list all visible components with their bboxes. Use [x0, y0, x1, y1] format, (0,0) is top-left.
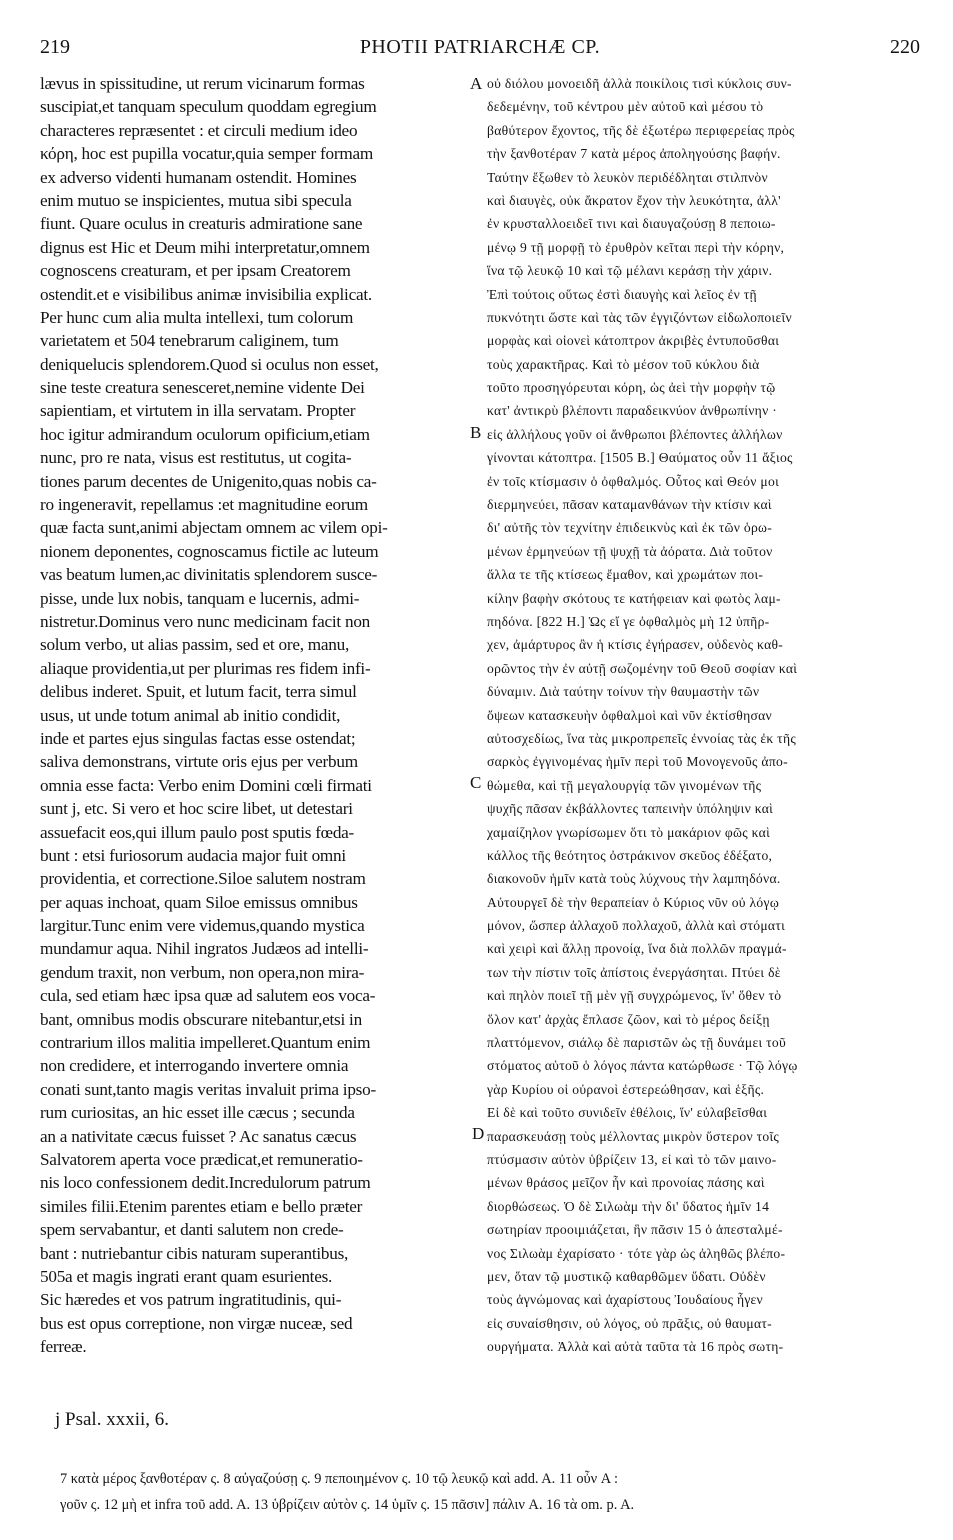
greek-text-line: μεν, ὅταν τῷ μυστικῷ καθαρθῶμεν ὕδατι. Οὐδὲν	[487, 1268, 766, 1284]
latin-text-line: ferreæ.	[40, 1337, 87, 1357]
greek-text-line: αὐτοσχεδίως, ἵνα τὰς μικροπρεπεῖς ἐννοίας τὰς ἐκ τῆς	[487, 730, 797, 746]
greek-text-line: γίνονται κάτοπτρα. [1505 B.] Θαύματος οὖν 11 ἄξιος	[487, 450, 793, 466]
greek-text-line: ορῶντος τὴν ἐν αὐτῇ σωζομένην τοῦ Θεοῦ σοφίαν καὶ	[487, 660, 798, 676]
greek-text-line: διορθώσεως. Ὁ δὲ Σιλωὰμ τὴν δι' ὕδατος ἡμῖν 14	[487, 1198, 770, 1214]
latin-text-line: an a nativitate cæcus fuisset ? Ac sanatus cæcus	[40, 1126, 357, 1146]
latin-text-line: dignus est Hic et Deum mihi interpretatur,omnem	[40, 237, 370, 257]
latin-text-line: cognoscens creaturam, et per ipsam Creatorem	[40, 261, 351, 281]
greek-text-line: μένῳ 9 τῇ μορφῇ τὸ ἐρυθρὸν κεῖται περὶ τὴν κόρην,	[487, 239, 785, 255]
greek-text-line: Ἐπὶ τούτοις οὕτως ἐστὶ διαυγὴς καὶ λεῖος ἐν τῇ	[487, 286, 757, 302]
latin-text-line: non credidere, et interrogando invertere omnia	[40, 1056, 349, 1076]
latin-text-line: ex adverso videnti humanam ostendit. Homines	[40, 167, 357, 187]
greek-text-line: σαρκὸς ἐγγινομένας ἡμῖν περὶ τοῦ Μονογενοῦς ἀπο-	[487, 754, 788, 770]
latin-text-line: varietatem et 504 tenebrarum caliginem, tum	[40, 331, 339, 351]
latin-text-line: largitur.Tunc enim vere videmus,quando mystica	[40, 916, 365, 936]
latin-text-line: suscipiat,et tanquam speculum quoddam egregium	[40, 97, 377, 117]
latin-text-line: bant, omnibus modis obscurare nitebantur,etsi in	[40, 1009, 362, 1029]
footnote-latin: j Psal. xxxii, 6.	[55, 1409, 170, 1430]
latin-text-line: nunc, pro re nata, visus est restitutus, ut cogita-	[40, 448, 352, 468]
greek-text-line: ἄλλα τε τῆς κτίσεως ἔμαθον, καὶ χρωμάτων ποι-	[487, 567, 764, 583]
latin-text-line: per aquas inchoat, quam Siloe emissus omnibus	[40, 892, 358, 912]
greek-text-line: ἐν κρυσταλλοειδεῖ τινι καὶ διαυγαζούσῃ 8 πεποιω-	[487, 216, 776, 232]
latin-text-line: solum verbo, ut alias passim, sed et ore, manu,	[40, 635, 350, 655]
latin-text-line: bus est opus correptione, non virgæ nuceæ, sed	[40, 1313, 353, 1333]
latin-text-line: similes filii.Etenim parentes etiam e bello præter	[40, 1196, 363, 1216]
margin-marker-b: B	[470, 423, 482, 442]
greek-text-line: τοῦτο προσηγόρευται κόρη, ὡς ἀεὶ τὴν μορφὴν τῷ	[487, 380, 776, 396]
apparatus-line: γοῦν ς. 12 μὴ et infra τοῦ add. A. 13 ὑβρίζειν αὐτὸν ς. 14 ὑμῖν ς. 15 πᾶσιν] πάλιν A. 16 τὰ om. p. A.	[60, 1497, 635, 1513]
greek-text-line: εἰς συναίσθησιν, οὐ λόγος, οὐ πρᾶξις, οὐ θαυματ-	[487, 1315, 772, 1331]
latin-text-line: delibus inderet. Spuit, et lutum facit, terra simul	[40, 682, 357, 702]
latin-text-line: bunt : etsi furiosorum audacia major fuit omni	[40, 845, 346, 865]
greek-text-line: διακονοῦν ἡμῖν κατὰ τοὺς λύχνους τὴν λαμπηδόνα.	[487, 871, 781, 887]
greek-text-line: σωτηρίαν προοιμιάζεται, ἣν πᾶσιν 15 ὁ ἀπεσταλμέ-	[487, 1222, 783, 1238]
greek-text-line: εἰς ἀλλήλους γοῦν οἱ ἄνθρωποι βλέποντες ἀλλήλων	[487, 426, 783, 442]
latin-text-line: inde et partes ejus singulas factas esse ostendat;	[40, 728, 356, 748]
greek-text-line: μόνον, ὥσπερ ἀλλαχοῦ πολλαχοῦ, ἀλλὰ καὶ στόματι	[487, 918, 786, 934]
greek-text-line: τοὺς ἀγνώμονας καὶ ἀχαρίστους Ἰουδαίους ἦγεν	[487, 1292, 763, 1308]
latin-text-line: fiunt. Quare oculus in creaturis admiratione sane	[40, 214, 363, 234]
latin-text-line: saliva demonstrans, virtute oris ejus per verbum	[40, 752, 358, 772]
margin-marker-a: A	[470, 74, 483, 93]
latin-text-line: rum curiositas, an hic esset ille cæcus ; secunda	[40, 1103, 355, 1123]
greek-text-line: καὶ διαυγὲς, οὐκ ἄκρατον ἔχον τὴν λευκότητα, ἀλλ'	[487, 192, 781, 208]
greek-text-line: χαμαίζηλον γνωρίσωμεν ὅτι τὸ μακάριον φῶς καὶ	[487, 824, 771, 840]
running-title: PHOTII PATRIARCHÆ CP.	[359, 36, 601, 58]
page-header	[40, 36, 920, 60]
greek-text-line: καὶ χειρὶ καὶ ἄλλῃ προνοίᾳ, ἵνα διὰ πολλῶν πραγμά-	[487, 941, 787, 957]
greek-text-line: κάλλος τῆς θεότητος ὀστράκινον σκεῦος ἐδέξατο,	[487, 847, 773, 863]
latin-text-line: lævus in spissitudine, ut rerum vicinarum formas	[40, 74, 365, 93]
latin-text-line: mundamur aqua. Nihil ingratos Judæos ad intelli-	[40, 939, 369, 959]
latin-text-line: usus, ut unde totum animal ab initio condidit,	[40, 705, 341, 725]
latin-text-line: assuefacit eos,qui illum paulo post sputis fœda-	[40, 822, 355, 842]
greek-text-line: Εἰ δὲ καὶ τοῦτο συνιδεῖν ἐθέλοις, ἵν' εὐλαβεῖσθαι	[487, 1105, 768, 1121]
greek-text-line: Αὐτουργεῖ δὲ τὴν θεραπείαν ὁ Κύριος νῦν οὐ λόγῳ	[487, 894, 780, 910]
latin-text-line: spem servabantur, et danti salutem non crede-	[40, 1220, 344, 1240]
latin-text-line: characteres repræsentet : et circuli medium ideo	[40, 120, 358, 140]
greek-text-line: ουργήματα. Ἀλλὰ καὶ αὐτὰ ταῦτα τὰ 16 πρὸς σωτη-	[487, 1339, 784, 1355]
latin-text-line: κόρη, hoc est pupilla vocatur,quia semper formam	[40, 144, 373, 164]
latin-text-line: gendum traxit, non verbum, non opera,non mira-	[40, 962, 365, 982]
greek-text-line: μορφὰς καὶ οἱονεὶ κάτοπτρον ἀκριβὲς ἐντυποῦσθαι	[487, 333, 780, 349]
greek-text-line: τὴν ξανθοτέραν 7 κατὰ μέρος ἀποληγούσης βαφήν.	[487, 146, 781, 162]
greek-text-line: ψυχῆς πᾶσαν ἐκβάλλοντες ταπεινὴν ὑπόληψιν καὶ	[487, 801, 774, 817]
latin-text-line: omnia esse facta: Verbo enim Domini cœli firmati	[40, 775, 372, 795]
apparatus-line: 7 κατὰ μέρος ξανθοτέραν ς. 8 αὐγαζούσῃ ς. 9 πεποιημένον ς. 10 τῷ λευκῷ καὶ add. A. 11 οὖν A :	[60, 1471, 618, 1487]
latin-text-line: quæ facta sunt,animi abjectam omnem ac vilem opi-	[40, 518, 388, 538]
greek-text-line: βαθύτερον ἔχοντος, τῆς δὲ ἐξωτέρω περιφερείας πρὸς	[487, 122, 795, 138]
latin-text-line: providentia, et correctione.Siloe salutem nostram	[40, 869, 366, 889]
greek-text-line: στόματος αὐτοῦ ὁ λόγος πάντα κατώρθωσε · Τῷ λόγῳ	[487, 1058, 798, 1074]
latin-text-line: nistretur.Dominus vero nunc medicinam facit non	[40, 611, 371, 631]
latin-text-line: Sic hæredes et vos patrum ingratitudinis, qui-	[40, 1290, 342, 1310]
latin-text-line: ro ingeneravit, repellamus :et magnitudine eorum	[40, 495, 368, 515]
greek-text-line: χεν, ἀμάρτυρος ἂν ἡ κτίσις ἐγήρασεν, οὐδενὸς καθ-	[487, 637, 784, 653]
latin-text-line: Per hunc cum alia multa intellexi, tum colorum	[40, 307, 354, 327]
greek-text-line: καὶ πηλὸν ποιεῖ τῇ μὲν γῇ συγχρώμενος, ἵν' ὅθεν τὸ	[487, 988, 782, 1004]
greek-text-line: μένων θράσος μεῖζον ἦν καὶ προνοίας πάσης καὶ	[487, 1175, 765, 1191]
latin-text-line: sapientiam, et virtutem in illa servatam. Propter	[40, 401, 356, 421]
greek-column	[487, 72, 920, 1358]
greek-text-line: θώμεθα, καὶ τῇ μεγαλουργίᾳ τῶν γινομένων τῆς	[487, 777, 762, 793]
latin-text-line: sunt j, etc. Si vero et hoc scire libet, ut detestari	[40, 799, 353, 819]
greek-text-line: δύναμιν. Διὰ ταύτην τοίνυν τὴν θαυμαστὴν τῶν	[487, 684, 760, 700]
margin-marker-c: C	[470, 773, 482, 792]
greek-text-line: των τὴν πίστιν τοῖς ἀπίστοις ἐνεργάσηται. Πτύει δὲ	[487, 964, 781, 980]
latin-text-line: aliaque providentia,ut per plurimas res fidem infi-	[40, 658, 371, 678]
page-number-right: 220	[890, 36, 920, 58]
greek-text-line: ὅλον κατ' ἀρχὰς ἔπλασε ζῶον, καὶ τὸ μέρος δείξῃ	[487, 1011, 770, 1027]
latin-text-line: enim mutuo se inspicientes, mutua sibi specula	[40, 190, 352, 210]
latin-text-line: sine teste creatura senesceret,nemine vidente Dei	[40, 378, 365, 398]
latin-text-line: bant : nutriebantur cibis naturam superantibus,	[40, 1243, 349, 1263]
latin-text-line: pisse, unde lux nobis, tanquam e lucernis, admi-	[40, 588, 360, 608]
critical-apparatus	[60, 1466, 930, 1518]
latin-text-line: contrarium illos malitia impelleret.Quantum enim	[40, 1033, 371, 1053]
greek-text-line: Ταύτην ἔξωθεν τὸ λευκὸν περιδέδληται στιλπνὸν	[487, 169, 768, 185]
latin-text-line: ostendit.et e visibilibus animæ invisibilia explicat.	[40, 284, 372, 304]
greek-text-line: πτύσμασιν αὐτὸν ὑβρίζειν 13, εἰ καὶ τὸ τῶν μαινο-	[487, 1151, 777, 1167]
greek-text-line: τοὺς χαρακτῆρας. Καὶ τὸ μέσον τοῦ κύκλου διὰ	[487, 356, 760, 372]
latin-text-line: tiones parum decentes de Unigenito,quas nobis ca-	[40, 471, 377, 491]
greek-text-line: κίλην βαφὴν σκότους τε κατήφειαν καὶ φωτὸς λαμ-	[487, 590, 781, 606]
latin-text-line: deniquelucis splendorem.Quod si oculus non esset,	[40, 354, 379, 374]
greek-text-line: πηδόνα. [822 H.] Ὡς εἴ γε ὀφθαλμὸς μὴ 12 ὑπῆρ-	[487, 613, 770, 629]
greek-text-line: ἵνα τῷ λευκῷ 10 καὶ τῷ μέλανι κεράσῃ τὴν χάριν.	[487, 263, 773, 279]
greek-text-line: γὰρ Κυρίου οἱ οὐρανοὶ ἐστερεώθησαν, καὶ ἑξῆς.	[487, 1081, 765, 1097]
greek-text-line: μένων ἑρμηνεύων τῇ ψυχῇ τὰ ἀόρατα. Διὰ τοῦτον	[487, 543, 773, 559]
greek-text-line: πλαττόμενον, σιάλῳ δὲ παριστῶν ὡς τῇ δυνάμει τοῦ	[487, 1035, 786, 1051]
latin-text-line: vas beatum lumen,ac divinitatis splendorem susce-	[40, 565, 378, 585]
greek-text-line: δι' αὐτῆς τὸν τεχνίτην ἐπιδεικνὺς καὶ ἐκ τῶν ὁρω-	[487, 520, 773, 536]
greek-text-line: παρασκευάσῃ τοὺς μέλλοντας μικρὸν ὕστερον τοῖς	[487, 1128, 780, 1144]
latin-text-line: conati sunt,tanto magis veritas invaluit prima ipso-	[40, 1079, 376, 1099]
page-number-left: 219	[40, 36, 70, 58]
latin-text-line: 505a et magis ingrati erant quam esurientes.	[40, 1266, 333, 1286]
latin-column	[40, 72, 468, 1358]
greek-text-line: ὄψεων κατασκευὴν ὀφθαλμοὶ καὶ νῦν ἐκτίσθησαν	[487, 707, 772, 723]
greek-text-line: οὐ διόλου μονοειδῆ ἀλλὰ ποικίλοις τισὶ κύκλοις συν-	[487, 76, 792, 91]
latin-text-line: cula, sed etiam hæc ipsa quæ ad salutem eos voca-	[40, 986, 376, 1006]
greek-text-line: κατ' ἀντικρὺ βλέποντι παραδεικνύον ἀνθρωπίνην ·	[487, 403, 778, 419]
greek-text-line: διερμηνεύει, πᾶσαν καταμανθάνων τὴν κτίσιν καὶ	[487, 497, 772, 513]
latin-text-line: Salvatorem aperta voce prædicat,et remuneratio-	[40, 1149, 363, 1169]
greek-text-line: νος Σιλωὰμ ἐχαρίσατο · τότε γὰρ ὡς ἀληθῶς βλέπο-	[487, 1245, 786, 1261]
margin-marker-d: D	[472, 1124, 485, 1143]
greek-text-line: ἐν τοῖς κτίσμασιν ὁ ὀφθαλμός. Οὗτος καὶ Θεόν μοι	[487, 473, 780, 489]
greek-text-line: πυκνότητι ὥστε καὶ τὰς τῶν ἐγγιζόντων εἰδωλοποιεῖν	[487, 309, 792, 325]
latin-text-line: hoc igitur admirandum oculorum opificium,etiam	[40, 424, 370, 444]
latin-text-line: nis loco confessionem dedit.Incredulorum patrum	[40, 1173, 371, 1193]
latin-text-line: nionem deponentes, cognoscamus fictile ac luteum	[40, 541, 379, 561]
greek-text-line: δεδεμένην, τοῦ κέντρου μὲν αὐτοῦ καὶ μέσου τὸ	[487, 99, 764, 115]
